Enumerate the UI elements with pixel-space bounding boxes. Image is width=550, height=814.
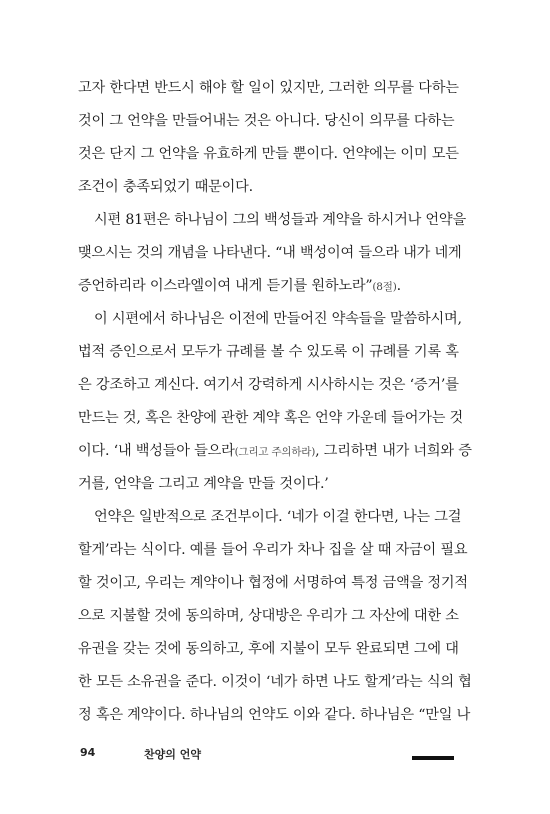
text-line <box>78 270 454 303</box>
text-span: 증언하리라 이스라엘이여 내게 듣기를 원하노라” <box>78 278 373 294</box>
text-span: , 그리하면 내가 너희와 증 <box>315 443 472 459</box>
footer-rule <box>412 756 454 760</box>
text-line: 은 강조하고 계신다. 여기서 강력하게 시사하시는 것은 ‘증거’를 <box>78 377 459 393</box>
text-line: 으로 지불할 것에 동의하며, 상대방은 우리가 그 자산에 대한 소 <box>78 608 459 624</box>
text-line: 거를, 언약을 그리고 계약을 만들 것이다.’ <box>78 476 329 492</box>
text-span: 이다. ‘내 백성들아 들으라 <box>78 443 235 459</box>
page-number: 94 <box>80 746 96 759</box>
text-line: 언약은 일반적으로 조건부이다. ‘네가 이걸 한다면, 나는 그걸 <box>94 509 462 525</box>
text-line: 이 시편에서 하나님은 이전에 만들어진 약속들을 말씀하시며, <box>94 311 462 327</box>
text-line: 할게’라는 식이다. 예를 들어 우리가 차나 집을 살 때 자금이 필요 <box>78 542 468 558</box>
text-line: 시편 81편은 하나님이 그의 백성들과 계약을 하시거나 언약을 <box>94 212 466 228</box>
text-line: 것은 단지 그 언약을 유효하게 만들 뿐이다. 언약에는 이미 모든 <box>78 146 459 162</box>
body-text <box>78 72 472 732</box>
running-title: 찬양의 언약 <box>144 748 201 761</box>
text-line: 유권을 갖는 것에 동의하고, 후에 지불이 모두 완료되면 그에 대 <box>78 641 459 657</box>
text-line: 것이 그 언약을 만들어내는 것은 아니다. 당신이 의무를 다하는 <box>78 113 455 129</box>
text-line: 법적 증인으로서 모두가 규례를 볼 수 있도록 이 규례를 기록 혹 <box>78 344 459 360</box>
text-line: 한 모든 소유권을 준다. 이것이 ‘네가 하면 나도 할게’라는 식의 협 <box>78 674 472 690</box>
text-span: . <box>396 278 401 294</box>
text-line: 만드는 것, 혹은 찬양에 관한 계약 혹은 언약 가운데 들어가는 것 <box>78 410 464 426</box>
text-line <box>78 435 472 468</box>
text-line: 맺으시는 것의 개념을 나타낸다. “내 백성이여 들으라 내가 네게 <box>78 245 462 261</box>
aside-note: (그리고 주의하라) <box>234 446 316 458</box>
text-line: 정 혹은 계약이다. 하나님의 언약도 이와 같다. 하나님은 “만일 나 <box>78 707 471 723</box>
text-line: 할 것이고, 우리는 계약이나 협정에 서명하여 특정 금액을 정기적 <box>78 575 468 591</box>
text-line: 고자 한다면 반드시 해야 할 일이 있지만, 그러한 의무를 다하는 <box>78 80 459 96</box>
text-line: 조건이 충족되었기 때문이다. <box>78 179 253 195</box>
verse-reference: (8절) <box>372 281 397 293</box>
